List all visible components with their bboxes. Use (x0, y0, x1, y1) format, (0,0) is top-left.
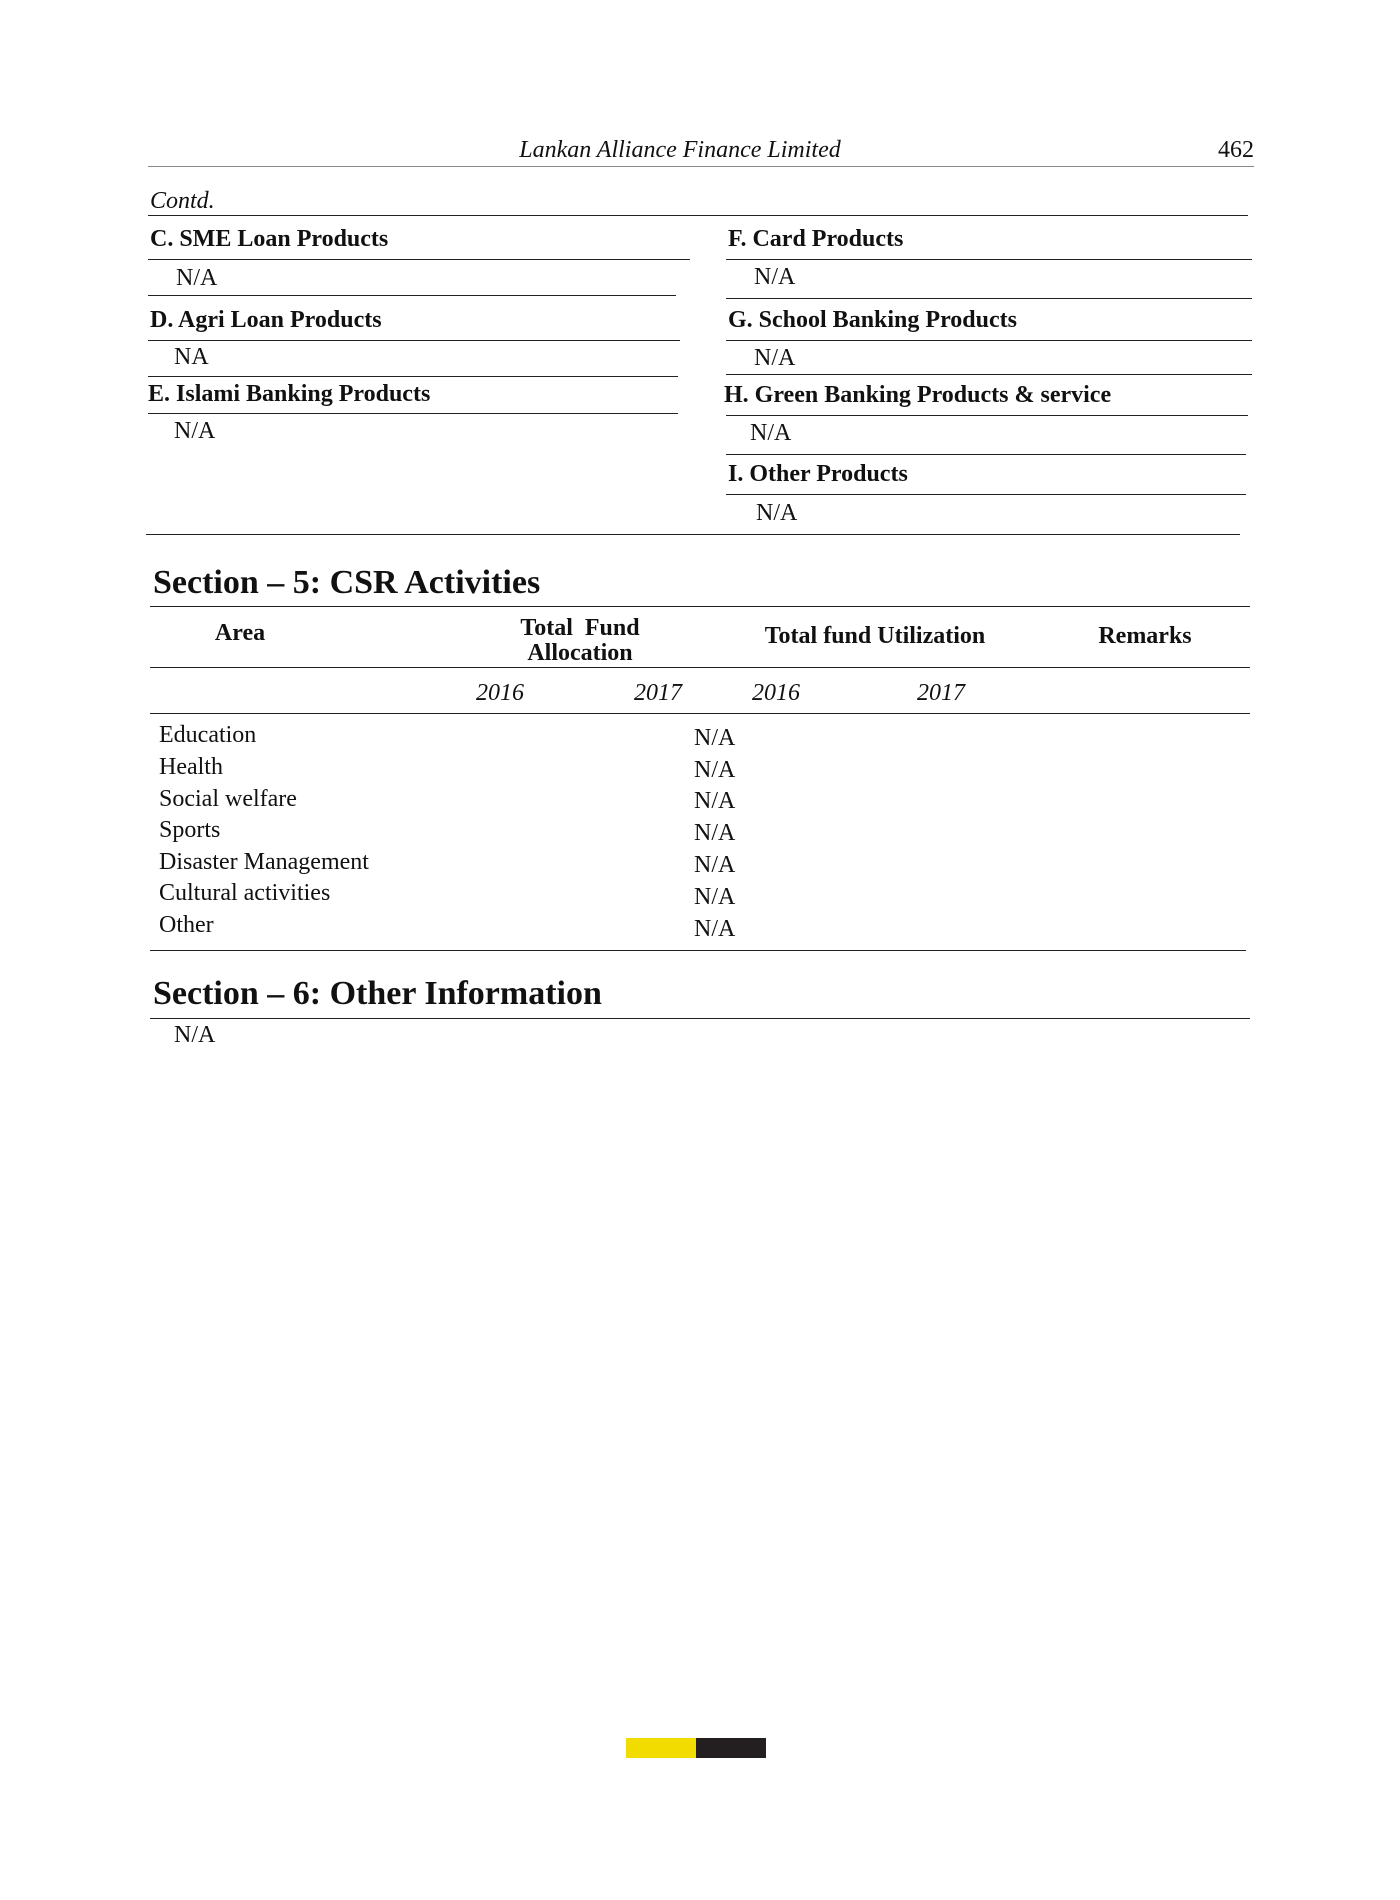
sme-value-rule (148, 295, 676, 296)
school-value-rule (726, 374, 1252, 375)
card-title-rule (726, 259, 1252, 260)
year-2017-utilization: 2017 (917, 680, 965, 706)
utilization-column-header: Total fund Utilization (764, 623, 986, 649)
school-banking-products-title: G. School Banking Products (728, 307, 1017, 333)
green-banking-products-title: H. Green Banking Products & service (724, 382, 1112, 408)
islami-banking-products-title: E. Islami Banking Products (148, 381, 431, 407)
csr-title-rule (150, 606, 1250, 607)
header-rule (148, 166, 1254, 167)
islami-banking-products-value: N/A (174, 418, 216, 444)
green-title-rule (726, 415, 1248, 416)
area-education: Education (159, 722, 257, 748)
sme-loan-products-value: N/A (176, 265, 218, 291)
value-cultural-activities: N/A (694, 884, 736, 910)
green-value-rule (726, 454, 1246, 455)
area-other: Other (159, 912, 214, 938)
sme-title-rule (148, 259, 690, 260)
area-sports: Sports (159, 817, 221, 843)
value-other: N/A (694, 916, 736, 942)
value-disaster-management: N/A (694, 852, 736, 878)
allocation-column-header (480, 616, 680, 666)
value-sports: N/A (694, 820, 736, 846)
area-health: Health (159, 754, 223, 780)
running-header-title: Lankan Alliance Finance Limited (519, 137, 841, 163)
value-social-welfare: N/A (694, 788, 736, 814)
agri-title-rule (148, 340, 680, 341)
other-info-value: N/A (174, 1022, 216, 1048)
card-products-title: F. Card Products (728, 226, 904, 252)
csr-header-rule (150, 667, 1250, 668)
csr-section-title: Section – 5: CSR Activities (153, 564, 541, 601)
other-title-rule (726, 494, 1246, 495)
allocation-header-line2: Allocation (527, 640, 633, 666)
year-2016-utilization: 2016 (752, 680, 800, 706)
contd-rule (148, 215, 1248, 216)
allocation-header-line1: Total Fund (520, 615, 640, 641)
card-value-rule (726, 298, 1252, 299)
other-products-value: N/A (756, 500, 798, 526)
green-banking-products-value: N/A (750, 420, 792, 446)
sme-loan-products-title: C. SME Loan Products (150, 226, 389, 252)
islami-title-rule (148, 413, 678, 414)
page-number: 462 (1218, 137, 1254, 163)
area-disaster-management: Disaster Management (159, 849, 369, 875)
card-products-value: N/A (754, 264, 796, 290)
year-2017-allocation: 2017 (634, 680, 682, 706)
school-title-rule (726, 340, 1252, 341)
other-products-title: I. Other Products (728, 461, 908, 487)
value-education: N/A (694, 725, 736, 751)
year-2016-allocation: 2016 (476, 680, 524, 706)
school-banking-products-value: N/A (754, 345, 796, 371)
products-bottom-rule (146, 534, 1240, 535)
agri-loan-products-value: NA (174, 344, 209, 370)
agri-value-rule (148, 376, 678, 377)
contd-label: Contd. (150, 188, 215, 214)
csr-bottom-rule (150, 950, 1246, 951)
area-cultural-activities: Cultural activities (159, 880, 331, 906)
value-health: N/A (694, 757, 736, 783)
agri-loan-products-title: D. Agri Loan Products (150, 307, 382, 333)
footer-bar-yellow (626, 1738, 696, 1758)
area-social-welfare: Social welfare (159, 786, 297, 812)
footer-bar-black (696, 1738, 766, 1758)
area-column-header: Area (214, 620, 266, 646)
remarks-column-header: Remarks (1098, 623, 1192, 649)
other-info-rule (150, 1018, 1250, 1019)
other-info-section-title: Section – 6: Other Information (153, 975, 602, 1012)
csr-years-rule (150, 713, 1250, 714)
